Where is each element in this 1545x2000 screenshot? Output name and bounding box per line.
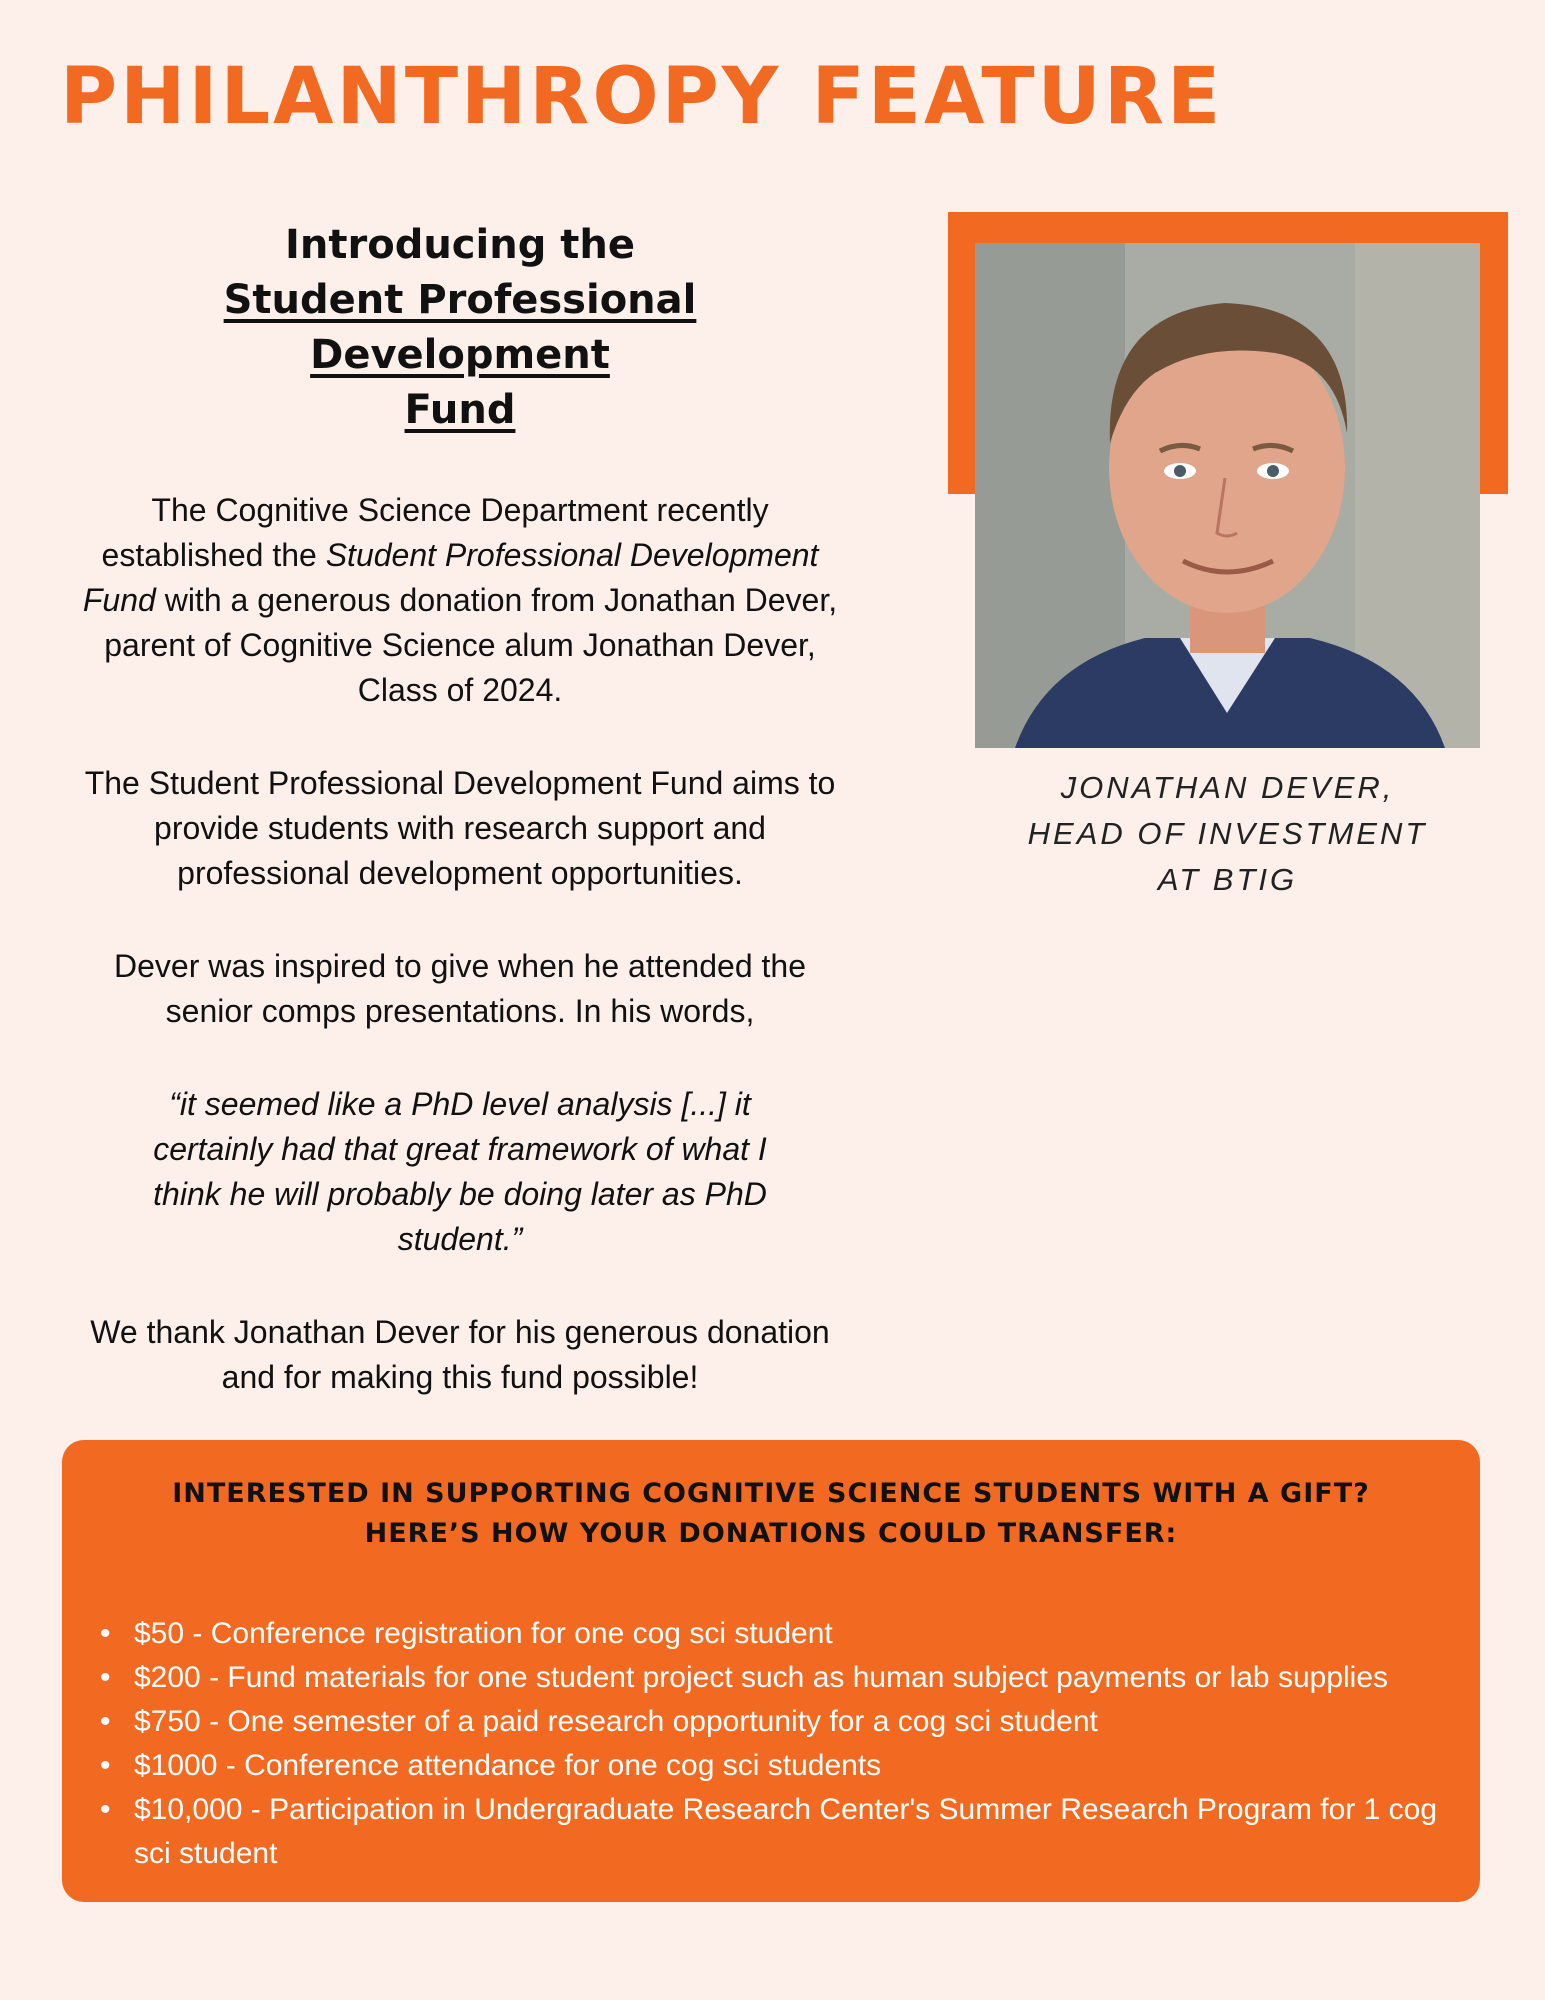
headline-intro: Introducing the	[285, 222, 635, 268]
article-headline	[70, 218, 850, 438]
donation-heading	[62, 1474, 1480, 1554]
donation-tier-item: • $1000 - Conference attendance for one cog sci students	[100, 1744, 1480, 1788]
donation-callout-box	[62, 1440, 1480, 1902]
article-column	[70, 218, 850, 1448]
donation-tier-item: • $200 - Fund materials for one student project such as human subject payments or lab supplies	[100, 1656, 1480, 1700]
photo-caption	[975, 765, 1480, 903]
donation-heading-line2: HERE’S HOW YOUR DONATIONS COULD TRANSFER:	[364, 1518, 1178, 1549]
donation-heading-line1: INTERESTED IN SUPPORTING COGNITIVE SCIENCE STUDENTS WITH A GIFT?	[172, 1478, 1370, 1509]
caption-company: AT BTIG	[1157, 862, 1298, 897]
page-title: PHILANTHROPY FEATURE	[60, 52, 1224, 142]
caption-title: HEAD OF INVESTMENT	[1027, 816, 1428, 851]
fund-name-line2: Fund	[404, 387, 516, 433]
paragraph-thanks: We thank Jonathan Dever for his generous donation and for making this fund possible!	[90, 1314, 830, 1395]
fund-name-line1: Student Professional Development	[223, 277, 697, 378]
donor-portrait-photo	[975, 243, 1480, 748]
paragraph-intro-post: with a generous donation from Jonathan Dever, parent of Cognitive Science alum Jonathan Dever, Class of 2024.	[104, 582, 838, 708]
donor-quote: “it seemed like a PhD level analysis [...] it certainly had that great framework of what I think he will probably be doing later as PhD student.”	[153, 1086, 767, 1257]
donation-tier-item: • $10,000 - Participation in Undergraduate Research Center's Summer Research Program for 1 cog sci student	[100, 1788, 1480, 1876]
fund-name-italic: Student Professional Development Fund	[82, 537, 819, 618]
paragraph-intro	[70, 488, 850, 713]
caption-name: JONATHAN DEVER,	[1060, 770, 1395, 805]
donation-tier-list	[62, 1612, 1480, 1876]
paragraph-inspiration: Dever was inspired to give when he attended the senior comps presentations. In his words,	[114, 948, 806, 1029]
paragraph-intro-pre: The Cognitive Science Department recently established the	[101, 492, 769, 573]
donation-tier-item: • $50 - Conference registration for one cog sci student	[100, 1612, 1480, 1656]
paragraph-aims: The Student Professional Development Fund aims to provide students with research support and professional development opportunities.	[84, 765, 836, 891]
portrait-illustration	[975, 243, 1480, 748]
donation-tier-item: • $750 - One semester of a paid research opportunity for a cog sci student	[100, 1700, 1480, 1744]
